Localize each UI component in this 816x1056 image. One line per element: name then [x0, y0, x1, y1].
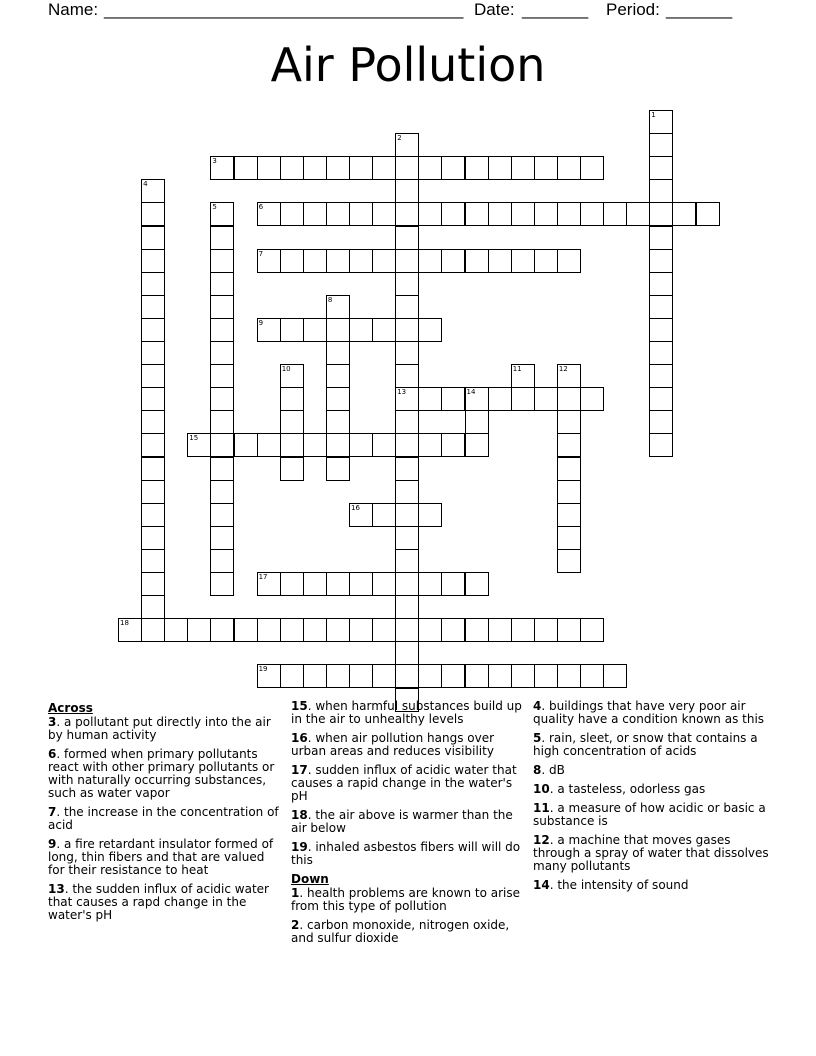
grid-cell[interactable] — [557, 549, 581, 573]
grid-cell[interactable] — [280, 249, 304, 273]
grid-cell[interactable] — [511, 387, 535, 411]
grid-cell[interactable] — [557, 618, 581, 642]
clue-text: . a machine that moves gases through a spray of water that dissolves many pollutants — [533, 833, 769, 873]
grid-cell[interactable] — [418, 618, 442, 642]
grid-cell[interactable] — [210, 572, 234, 596]
name-label: Name: — [48, 0, 99, 19]
clue-column-3 — [533, 700, 769, 898]
grid-cell[interactable] — [210, 410, 234, 434]
grid-cell[interactable] — [603, 202, 627, 226]
grid-cell[interactable] — [303, 433, 327, 457]
clue-text: . a pollutant put directly into the air by human activity — [48, 715, 271, 742]
grid-cell[interactable] — [372, 318, 396, 342]
grid-cell[interactable] — [395, 226, 419, 250]
clue-text: . a tasteless, odorless gas — [549, 782, 706, 796]
clue-number-label: 10 — [281, 365, 291, 374]
clue-number: 4 — [533, 699, 542, 713]
clue-text: . sudden influx of acidic water that causes a rapid change in the water's pH — [291, 763, 517, 803]
grid-cell[interactable] — [488, 664, 512, 688]
grid-cell[interactable] — [257, 618, 281, 642]
grid-cell[interactable] — [465, 249, 489, 273]
grid-cell[interactable] — [210, 526, 234, 550]
grid-cell[interactable] — [488, 618, 512, 642]
grid-cell[interactable] — [441, 249, 465, 273]
grid-cell[interactable] — [395, 202, 419, 226]
grid-cell[interactable] — [326, 341, 350, 365]
grid-cell[interactable] — [395, 503, 419, 527]
grid-cell[interactable] — [649, 295, 673, 319]
grid-cell[interactable] — [418, 202, 442, 226]
clue-item — [291, 700, 523, 726]
clue-number: 18 — [291, 808, 308, 822]
clue-item — [291, 764, 523, 803]
clue-text: . dB — [541, 763, 565, 777]
date-line[interactable]: _______ — [522, 0, 589, 19]
grid-cell[interactable] — [349, 318, 373, 342]
grid-cell[interactable] — [441, 433, 465, 457]
clue-text: . when harmful substances build up in the air to unhealthy levels — [291, 699, 522, 726]
grid-cell[interactable] — [234, 618, 258, 642]
clue-text: . the air above is warmer than the air below — [291, 808, 513, 835]
grid-cell[interactable] — [141, 341, 165, 365]
clue-number: 10 — [533, 782, 550, 796]
period-label: Period: — [606, 0, 660, 19]
grid-cell[interactable] — [557, 503, 581, 527]
grid-cell[interactable] — [441, 618, 465, 642]
grid-cell[interactable] — [280, 572, 304, 596]
clue-number-label: 5 — [212, 203, 217, 212]
clue-item — [533, 783, 769, 796]
grid-cell[interactable] — [649, 156, 673, 180]
clue-item — [533, 764, 769, 777]
grid-cell[interactable] — [488, 156, 512, 180]
grid-cell[interactable] — [280, 156, 304, 180]
clue-text: . formed when primary pollutants react with other primary pollutants or with naturally occurring substances, such as water vapor — [48, 747, 275, 800]
clue-column-1 — [48, 700, 280, 928]
name-line[interactable]: ______________________________________ — [104, 0, 464, 19]
grid-cell[interactable] — [210, 226, 234, 250]
grid-cell[interactable] — [395, 433, 419, 457]
grid-cell[interactable] — [418, 503, 442, 527]
period-line[interactable]: _______ — [666, 0, 733, 19]
clue-number-label: 2 — [397, 134, 402, 143]
grid-cell[interactable] — [418, 156, 442, 180]
grid-cell[interactable] — [395, 618, 419, 642]
grid-cell[interactable] — [441, 156, 465, 180]
clue-item — [48, 838, 280, 877]
grid-cell[interactable] — [141, 503, 165, 527]
grid-cell[interactable] — [580, 387, 604, 411]
clue-section-heading: Down — [291, 872, 329, 886]
clue-number: 12 — [533, 833, 550, 847]
grid-cell[interactable] — [395, 480, 419, 504]
grid-cell[interactable] — [187, 618, 211, 642]
grid-cell[interactable] — [626, 202, 650, 226]
grid-cell[interactable] — [580, 618, 604, 642]
grid-cell[interactable] — [280, 318, 304, 342]
clue-number: 2 — [291, 918, 300, 932]
grid-cell[interactable] — [395, 526, 419, 550]
grid-cell[interactable] — [280, 457, 304, 481]
clue-item — [533, 732, 769, 758]
grid-cell[interactable] — [326, 410, 350, 434]
clue-number-label: 6 — [258, 203, 264, 212]
grid-cell[interactable] — [557, 410, 581, 434]
grid-cell[interactable] — [649, 272, 673, 296]
grid-cell[interactable] — [534, 156, 558, 180]
grid-cell[interactable] — [534, 618, 558, 642]
grid-cell[interactable] — [649, 202, 673, 226]
grid-cell[interactable] — [141, 226, 165, 250]
grid-cell[interactable] — [557, 387, 581, 411]
clue-number-label: 7 — [258, 249, 264, 258]
grid-cell[interactable] — [395, 572, 419, 596]
clue-number-label: 4 — [143, 180, 148, 189]
grid-cell[interactable] — [210, 457, 234, 481]
grid-cell[interactable] — [511, 664, 535, 688]
grid-cell[interactable] — [534, 387, 558, 411]
clue-text: . the increase in the concentration of acid — [48, 805, 279, 832]
grid-cell[interactable] — [303, 202, 327, 226]
grid-cell[interactable] — [672, 202, 696, 226]
grid-cell[interactable] — [395, 549, 419, 573]
clue-text: . carbon monoxide, nitrogen oxide, and sulfur dioxide — [291, 918, 510, 945]
grid-cell[interactable] — [395, 457, 419, 481]
clue-number-label: 13 — [397, 388, 407, 397]
grid-cell[interactable] — [210, 433, 234, 457]
grid-cell[interactable] — [349, 433, 373, 457]
grid-cell[interactable] — [465, 572, 489, 596]
clue-number: 15 — [291, 699, 308, 713]
grid-cell[interactable] — [141, 549, 165, 573]
grid-cell[interactable] — [465, 410, 489, 434]
grid-cell[interactable] — [534, 202, 558, 226]
grid-cell[interactable] — [210, 295, 234, 319]
grid-cell[interactable] — [326, 202, 350, 226]
grid-cell[interactable] — [326, 249, 350, 273]
grid-cell[interactable] — [326, 457, 350, 481]
grid-cell[interactable] — [557, 433, 581, 457]
clue-item — [533, 802, 769, 828]
clue-number: 8 — [533, 763, 542, 777]
grid-cell[interactable] — [326, 618, 350, 642]
grid-cell[interactable] — [557, 156, 581, 180]
grid-cell[interactable] — [557, 202, 581, 226]
clue-number-label: 18 — [120, 619, 129, 628]
clue-text: . buildings that have very poor air quality have a condition known as this — [533, 699, 765, 726]
clue-text: . when air pollution hangs over urban areas and reduces visibility — [291, 731, 495, 758]
grid-cell[interactable] — [534, 249, 558, 273]
grid-cell[interactable] — [280, 618, 304, 642]
grid-cell[interactable] — [303, 156, 327, 180]
grid-cell[interactable] — [349, 572, 373, 596]
clue-number-label: 15 — [189, 434, 199, 443]
clue-item — [291, 887, 523, 913]
grid-cell[interactable] — [372, 249, 396, 273]
grid-cell[interactable] — [372, 572, 396, 596]
clue-item — [48, 883, 280, 922]
grid-cell[interactable] — [418, 433, 442, 457]
clue-number-label: 19 — [258, 665, 268, 674]
grid-cell[interactable] — [210, 318, 234, 342]
grid-cell[interactable] — [372, 156, 396, 180]
grid-cell[interactable] — [303, 664, 327, 688]
grid-cell[interactable] — [488, 249, 512, 273]
grid-cell[interactable] — [210, 503, 234, 527]
grid-cell[interactable] — [395, 272, 419, 296]
grid-cell[interactable] — [649, 341, 673, 365]
clue-number: 11 — [533, 801, 550, 815]
clue-item — [48, 806, 280, 832]
clue-number: 1 — [291, 886, 300, 900]
grid-cell[interactable] — [418, 572, 442, 596]
clue-number: 14 — [533, 878, 550, 892]
grid-cell[interactable] — [395, 410, 419, 434]
grid-cell[interactable] — [395, 318, 419, 342]
grid-cell[interactable] — [280, 410, 304, 434]
grid-cell[interactable] — [649, 133, 673, 157]
grid-cell[interactable] — [349, 664, 373, 688]
grid-cell[interactable] — [418, 387, 442, 411]
grid-cell[interactable] — [488, 202, 512, 226]
clue-item — [533, 834, 769, 873]
grid-cell[interactable] — [580, 202, 604, 226]
clue-text: . the sudden influx of acidic water that causes a rapd change in the water's pH — [48, 882, 269, 922]
grid-cell[interactable] — [349, 618, 373, 642]
grid-cell[interactable] — [141, 572, 165, 596]
grid-cell[interactable] — [141, 526, 165, 550]
grid-cell[interactable] — [372, 664, 396, 688]
grid-cell[interactable] — [580, 156, 604, 180]
clue-item — [48, 748, 280, 800]
grid-cell[interactable] — [395, 641, 419, 665]
grid-cell[interactable] — [465, 664, 489, 688]
grid-cell[interactable] — [280, 387, 304, 411]
grid-cell[interactable] — [141, 364, 165, 388]
grid-cell[interactable] — [649, 433, 673, 457]
grid-cell[interactable] — [257, 433, 281, 457]
grid-cell[interactable] — [649, 364, 673, 388]
grid-cell[interactable] — [441, 664, 465, 688]
grid-cell[interactable] — [210, 249, 234, 273]
grid-cell[interactable] — [326, 433, 350, 457]
clue-number: 7 — [48, 805, 57, 819]
grid-cell[interactable] — [372, 433, 396, 457]
grid-cell[interactable] — [511, 249, 535, 273]
clue-item — [291, 841, 523, 867]
clue-item — [533, 879, 769, 892]
grid-cell[interactable] — [141, 249, 165, 273]
grid-cell[interactable] — [349, 156, 373, 180]
grid-cell[interactable] — [395, 341, 419, 365]
clue-number-label: 17 — [258, 573, 268, 581]
grid-cell[interactable] — [326, 387, 350, 411]
grid-cell[interactable] — [649, 318, 673, 342]
grid-cell[interactable] — [141, 295, 165, 319]
clue-text: . a fire retardant insulator formed of long, thin fibers and that are valued for their resistance to heat — [48, 837, 274, 877]
grid-cell[interactable] — [557, 249, 581, 273]
grid-cell[interactable] — [210, 272, 234, 296]
grid-cell[interactable] — [372, 202, 396, 226]
grid-cell[interactable] — [210, 387, 234, 411]
grid-cell[interactable] — [141, 272, 165, 296]
clue-number-label: 11 — [512, 365, 522, 374]
clue-number: 3 — [48, 715, 57, 729]
grid-cell[interactable] — [418, 664, 442, 688]
grid-cell[interactable] — [488, 387, 512, 411]
clue-item — [291, 919, 523, 945]
grid-cell[interactable] — [257, 156, 281, 180]
grid-cell[interactable] — [210, 341, 234, 365]
grid-cell[interactable] — [326, 318, 350, 342]
clue-number-label: 16 — [351, 503, 360, 512]
clue-text: . health problems are known to arise from this type of pollution — [291, 886, 520, 913]
clue-item — [48, 716, 280, 742]
grid-cell[interactable] — [395, 295, 419, 319]
grid-cell[interactable] — [441, 572, 465, 596]
grid-cell[interactable] — [303, 249, 327, 273]
grid-cell[interactable] — [141, 202, 165, 226]
grid-cell[interactable] — [280, 433, 304, 457]
grid-cell[interactable] — [395, 156, 419, 180]
grid-cell[interactable] — [395, 179, 419, 203]
clue-item — [291, 732, 523, 758]
clue-number-label: 3 — [212, 157, 217, 166]
grid-cell[interactable] — [557, 457, 581, 481]
clue-number: 13 — [48, 882, 65, 896]
grid-cell[interactable] — [395, 664, 419, 688]
grid-cell[interactable] — [372, 503, 396, 527]
grid-cell[interactable] — [465, 156, 489, 180]
grid-cell[interactable] — [141, 433, 165, 457]
grid-cell[interactable] — [649, 226, 673, 250]
grid-cell[interactable] — [210, 364, 234, 388]
clue-number: 17 — [291, 763, 308, 777]
grid-cell[interactable] — [141, 480, 165, 504]
grid-cell[interactable] — [580, 664, 604, 688]
clue-text: . a measure of how acidic or basic a substance is — [533, 801, 766, 828]
grid-cell[interactable] — [210, 480, 234, 504]
grid-cell[interactable] — [511, 618, 535, 642]
date-label: Date: — [474, 0, 515, 19]
grid-cell[interactable] — [326, 572, 350, 596]
grid-cell[interactable] — [696, 202, 720, 226]
clue-number: 9 — [48, 837, 57, 851]
grid-cell[interactable] — [210, 618, 234, 642]
grid-cell[interactable] — [395, 595, 419, 619]
grid-cell[interactable] — [349, 202, 373, 226]
clue-number: 19 — [291, 840, 308, 854]
clue-text: . rain, sleet, or snow that contains a high concentration of acids — [533, 731, 758, 758]
grid-cell[interactable] — [141, 618, 165, 642]
grid-cell[interactable] — [326, 664, 350, 688]
grid-cell[interactable] — [511, 202, 535, 226]
grid-cell[interactable] — [557, 526, 581, 550]
clue-item — [533, 700, 769, 726]
grid-cell[interactable] — [649, 410, 673, 434]
grid-cell[interactable] — [141, 595, 165, 619]
clue-number-label: 9 — [258, 318, 264, 327]
grid-cell[interactable] — [511, 156, 535, 180]
grid-cell[interactable] — [372, 618, 396, 642]
grid-cell[interactable] — [141, 457, 165, 481]
clue-number: 5 — [533, 731, 542, 745]
grid-cell[interactable] — [141, 387, 165, 411]
grid-cell[interactable] — [649, 387, 673, 411]
clue-text: . the intensity of sound — [549, 878, 689, 892]
grid-cell[interactable] — [395, 249, 419, 273]
grid-cell[interactable] — [465, 202, 489, 226]
grid-cell[interactable] — [418, 249, 442, 273]
clue-section-heading: Across — [48, 701, 93, 715]
clue-number-label: 14 — [466, 388, 476, 397]
grid-cell[interactable] — [603, 664, 627, 688]
grid-cell[interactable] — [441, 387, 465, 411]
clue-column-2 — [291, 700, 523, 951]
grid-cell[interactable] — [234, 433, 258, 457]
grid-cell[interactable] — [465, 433, 489, 457]
clue-item — [291, 809, 523, 835]
grid-cell[interactable] — [303, 318, 327, 342]
clue-number-label: 1 — [651, 111, 656, 119]
grid-cell[interactable] — [557, 664, 581, 688]
grid-cell[interactable] — [649, 249, 673, 273]
grid-cell[interactable] — [326, 156, 350, 180]
grid-cell[interactable] — [141, 410, 165, 434]
clue-number: 16 — [291, 731, 308, 745]
grid-cell[interactable] — [210, 549, 234, 573]
grid-cell[interactable] — [280, 202, 304, 226]
grid-cell[interactable] — [141, 318, 165, 342]
grid-cell[interactable] — [418, 318, 442, 342]
clue-text: . inhaled asbestos fibers will will do this — [291, 840, 521, 867]
grid-cell[interactable] — [234, 156, 258, 180]
grid-cell[interactable] — [280, 664, 304, 688]
clue-number: 6 — [48, 747, 57, 761]
grid-cell[interactable] — [534, 664, 558, 688]
grid-cell[interactable] — [465, 618, 489, 642]
grid-cell[interactable] — [649, 179, 673, 203]
grid-cell[interactable] — [349, 249, 373, 273]
grid-cell[interactable] — [395, 364, 419, 388]
page-title: Air Pollution — [270, 38, 546, 92]
grid-cell[interactable] — [326, 364, 350, 388]
clue-number-label: 12 — [558, 365, 568, 374]
grid-cell[interactable] — [303, 572, 327, 596]
grid-cell[interactable] — [557, 480, 581, 504]
grid-cell[interactable] — [303, 618, 327, 642]
grid-cell[interactable] — [164, 618, 188, 642]
grid-cell[interactable] — [441, 202, 465, 226]
clue-number-label: 8 — [327, 295, 333, 304]
